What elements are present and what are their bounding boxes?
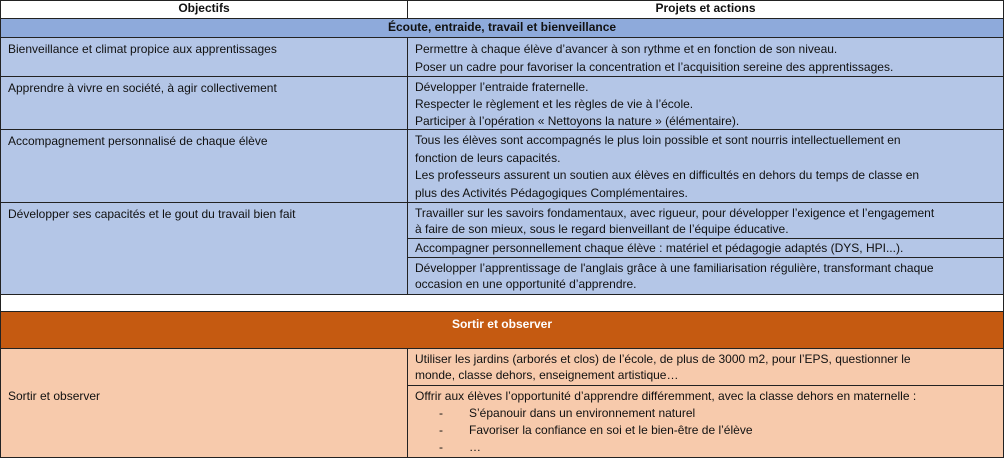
actions-jardins xyxy=(407,348,1004,386)
bullet-item xyxy=(415,405,996,422)
objectif-label: Sortir et observer xyxy=(8,389,101,403)
action-line: plus des Activités Pédagogiques Complémentaires. xyxy=(415,185,688,200)
action-line: Développer l’apprentissage de l'anglais grâce à une familiarisation régulière, transformant chaque xyxy=(415,261,934,275)
bullet-marker: - xyxy=(439,406,443,420)
action-line: à faire de son mieux, sous le regard bienveillant de l’équipe éducative. xyxy=(415,222,789,236)
actions-capacites-1 xyxy=(407,202,1004,239)
action-line: Accompagner personnellement chaque élève : matériel et pédagogie adaptés (DYS, HPI...). xyxy=(415,241,904,255)
actions-accompagnement xyxy=(407,129,1004,203)
action-line: monde, classe dehors, enseignement artistique… xyxy=(415,368,679,382)
actions-classe-dehors xyxy=(407,385,1004,458)
section-title-ecoute-label: Écoute, entraide, travail et bienveillance xyxy=(387,20,617,34)
bullet-marker: - xyxy=(439,423,443,437)
bullet-item xyxy=(415,439,996,456)
action-line: Tous les élèves sont accompagnés le plus loin possible et sont nourris intellectuellement en xyxy=(415,133,901,147)
objectif-label: Bienveillance et climat propice aux apprentissages xyxy=(8,42,277,56)
bullet-text: S’épanouir dans un environnement naturel xyxy=(469,406,696,420)
action-line: Travailler sur les savoirs fondamentaux, avec rigueur, pour développer l’exigence et l’engagement xyxy=(415,206,935,220)
action-line: Participer à l’opération « Nettoyons la nature » (élémentaire). xyxy=(415,114,740,128)
objectif-label: Développer ses capacités et le gout du travail bien fait xyxy=(8,207,296,221)
actions-capacites-3 xyxy=(407,257,1004,295)
bullet-text: … xyxy=(469,440,481,454)
section-title-sortir xyxy=(0,311,1004,349)
actions-capacites-2 xyxy=(407,238,1004,258)
bullet-marker: - xyxy=(439,440,443,454)
header-objectifs-label: Objectifs xyxy=(178,1,230,15)
objectif-bienveillance xyxy=(0,37,408,77)
section-title-ecoute xyxy=(0,18,1004,38)
objectif-capacites xyxy=(0,202,408,295)
spacer-row xyxy=(0,294,1004,312)
action-line: Permettre à chaque élève d’avancer à son rythme et en fonction de son niveau. xyxy=(415,42,838,56)
action-line: Poser un cadre pour favoriser la concentration et l’acquisition sereine des apprentissages. xyxy=(415,60,894,74)
action-line: Développer l’entraide fraternelle. xyxy=(415,80,589,94)
action-intro: Offrir aux élèves l’opportunité d’apprendre différemment, avec la classe dehors en maternelle : xyxy=(415,389,917,403)
bullet-item xyxy=(415,422,996,439)
objectif-accompagnement xyxy=(0,129,408,203)
actions-vivre-en-societe xyxy=(407,76,1004,130)
action-line: occasion en une opportunité d’apprendre. xyxy=(415,277,637,291)
action-line: Utiliser les jardins (arborés et clos) de l’école, de plus de 3000 m2, pour l’EPS, questionner le xyxy=(415,352,911,366)
actions-bienveillance xyxy=(407,37,1004,77)
header-projets xyxy=(407,0,1004,19)
action-line: Respecter le règlement et les règles de vie à l’école. xyxy=(415,97,694,111)
action-line: Les professeurs assurent un soutien aux élèves en difficultés en dehors du temps de classe en xyxy=(415,168,920,182)
header-objectifs xyxy=(0,0,408,19)
objectif-label: Apprendre à vivre en société, à agir collectivement xyxy=(8,81,277,95)
objectif-label: Accompagnement personnalisé de chaque élève xyxy=(8,134,268,148)
header-projets-label: Projets et actions xyxy=(655,1,756,15)
bullet-text: Favoriser la confiance en soi et le bien-être de l’élève xyxy=(469,423,753,437)
action-line: fonction de leurs capacités. xyxy=(415,150,561,165)
objectif-vivre-en-societe xyxy=(0,76,408,130)
objectif-sortir xyxy=(0,348,408,458)
section-title-sortir-label: Sortir et observer xyxy=(451,317,553,331)
